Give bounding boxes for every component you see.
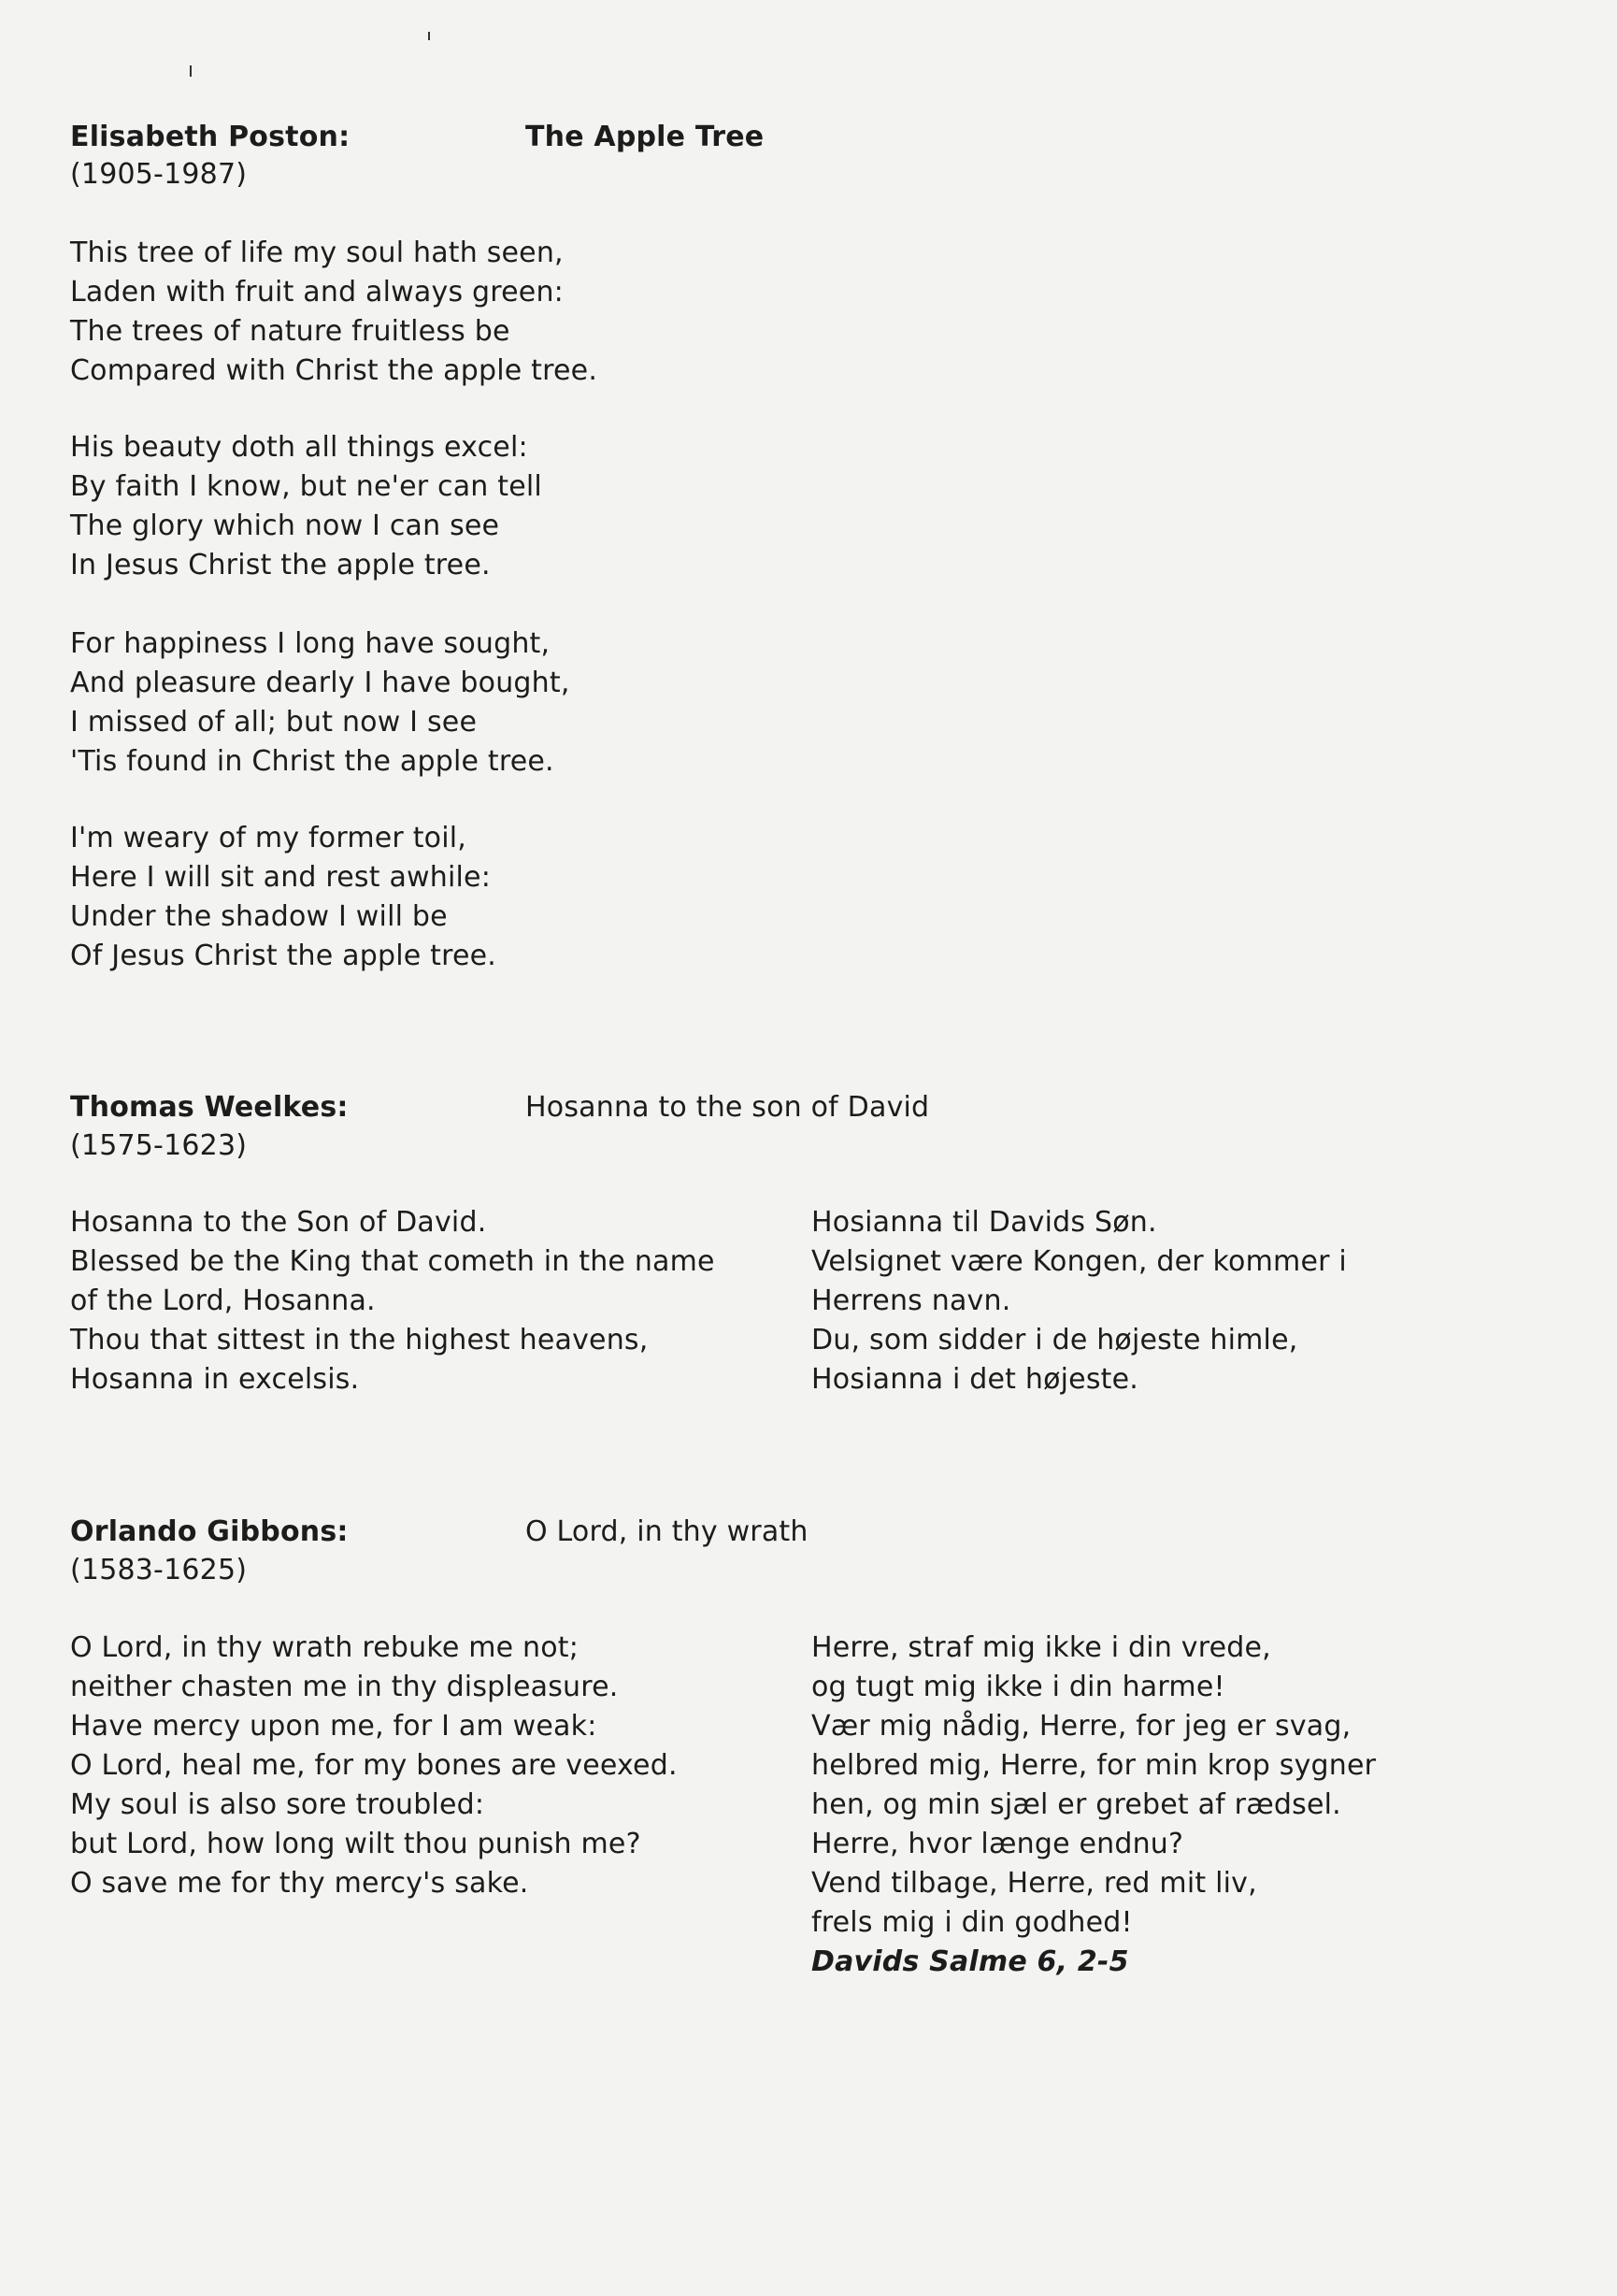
verse-line: Du, som sidder i de højeste himle, — [811, 1324, 1298, 1356]
verse-line: but Lord, how long wilt thou punish me? — [70, 1828, 641, 1860]
verse-line: Vend tilbage, Herre, red mit liv, — [811, 1867, 1257, 1900]
verse-line: His beauty doth all things excel: — [70, 431, 528, 464]
verse-line: Vær mig nådig, Herre, for jeg er svag, — [811, 1710, 1352, 1743]
verse-line: I'm weary of my former toil, — [70, 822, 467, 854]
lyrics-danish — [811, 1629, 1376, 1943]
lyrics-english — [70, 1203, 715, 1399]
verse-line: Blessed be the King that cometh in the name — [70, 1245, 715, 1278]
stanza — [70, 428, 542, 585]
verse-line: This tree of life my soul hath seen, — [70, 237, 564, 269]
piece-title: The Apple Tree — [525, 121, 765, 153]
piece-title: O Lord, in thy wrath — [525, 1515, 808, 1548]
stanza — [70, 234, 597, 391]
verse-line: Have mercy upon me, for I am weak: — [70, 1710, 597, 1743]
verse-line: Compared with Christ the apple tree. — [70, 354, 598, 387]
verse-line: My soul is also sore troubled: — [70, 1788, 485, 1821]
composer-dates: (1905-1987) — [70, 158, 248, 191]
verse-line: Laden with fruit and always green: — [70, 276, 564, 309]
verse-line: neither chasten me in thy displeasure. — [70, 1671, 619, 1703]
lyrics-danish — [811, 1203, 1347, 1399]
composer-dates: (1583-1625) — [70, 1554, 248, 1586]
verse-line: The glory which now I can see — [70, 509, 500, 542]
verse-line: helbred mig, Herre, for min krop sygner — [811, 1749, 1377, 1782]
verse-line: Herre, hvor længe endnu? — [811, 1828, 1184, 1860]
verse-line: For happiness I long have sought, — [70, 627, 551, 660]
verse-line: hen, og min sjæl er grebet af rædsel. — [811, 1788, 1341, 1821]
composer-name: Thomas Weelkes: — [70, 1091, 349, 1124]
verse-line: Hosanna to the Son of David. — [70, 1206, 487, 1239]
verse-line: Hosianna til Davids Søn. — [811, 1206, 1157, 1239]
stray-mark — [428, 32, 430, 40]
verse-line: of the Lord, Hosanna. — [70, 1284, 376, 1317]
scripture-reference: Davids Salme 6, 2-5 — [811, 1945, 1129, 1978]
lyrics-english — [70, 1629, 678, 1903]
verse-line: frels mig i din godhed! — [811, 1906, 1133, 1939]
verse-line: I missed of all; but now I see — [70, 706, 478, 739]
verse-line: And pleasure dearly I have bought, — [70, 667, 570, 699]
composer-dates: (1575-1623) — [70, 1129, 248, 1162]
verse-line: O Lord, in thy wrath rebuke me not; — [70, 1631, 580, 1664]
verse-line: Herrens navn. — [811, 1284, 1011, 1317]
verse-line: O Lord, heal me, for my bones are veexed. — [70, 1749, 678, 1782]
verse-line: In Jesus Christ the apple tree. — [70, 549, 491, 581]
verse-line: By faith I know, but ne'er can tell — [70, 470, 542, 503]
verse-line: The trees of nature fruitless be — [70, 315, 510, 348]
verse-line: Hosianna i det højeste. — [811, 1363, 1139, 1396]
verse-line: 'Tis found in Christ the apple tree. — [70, 745, 554, 778]
verse-line: Of Jesus Christ the apple tree. — [70, 940, 497, 972]
composer-name: Orlando Gibbons: — [70, 1515, 349, 1548]
verse-line: Hosanna in excelsis. — [70, 1363, 360, 1396]
verse-line: og tugt mig ikke i din harme! — [811, 1671, 1225, 1703]
composer-name: Elisabeth Poston: — [70, 121, 351, 153]
verse-line: Here I will sit and rest awhile: — [70, 861, 492, 894]
verse-line: O save me for thy mercy's sake. — [70, 1867, 529, 1900]
verse-line: Herre, straf mig ikke i din vrede, — [811, 1631, 1271, 1664]
stray-mark — [190, 65, 192, 77]
verse-line: Thou that sittest in the highest heavens, — [70, 1324, 649, 1356]
verse-line: Under the shadow I will be — [70, 900, 448, 933]
verse-line: Velsignet være Kongen, der kommer i — [811, 1245, 1347, 1278]
stanza — [70, 624, 570, 782]
stanza — [70, 819, 496, 976]
piece-title: Hosanna to the son of David — [525, 1091, 930, 1124]
